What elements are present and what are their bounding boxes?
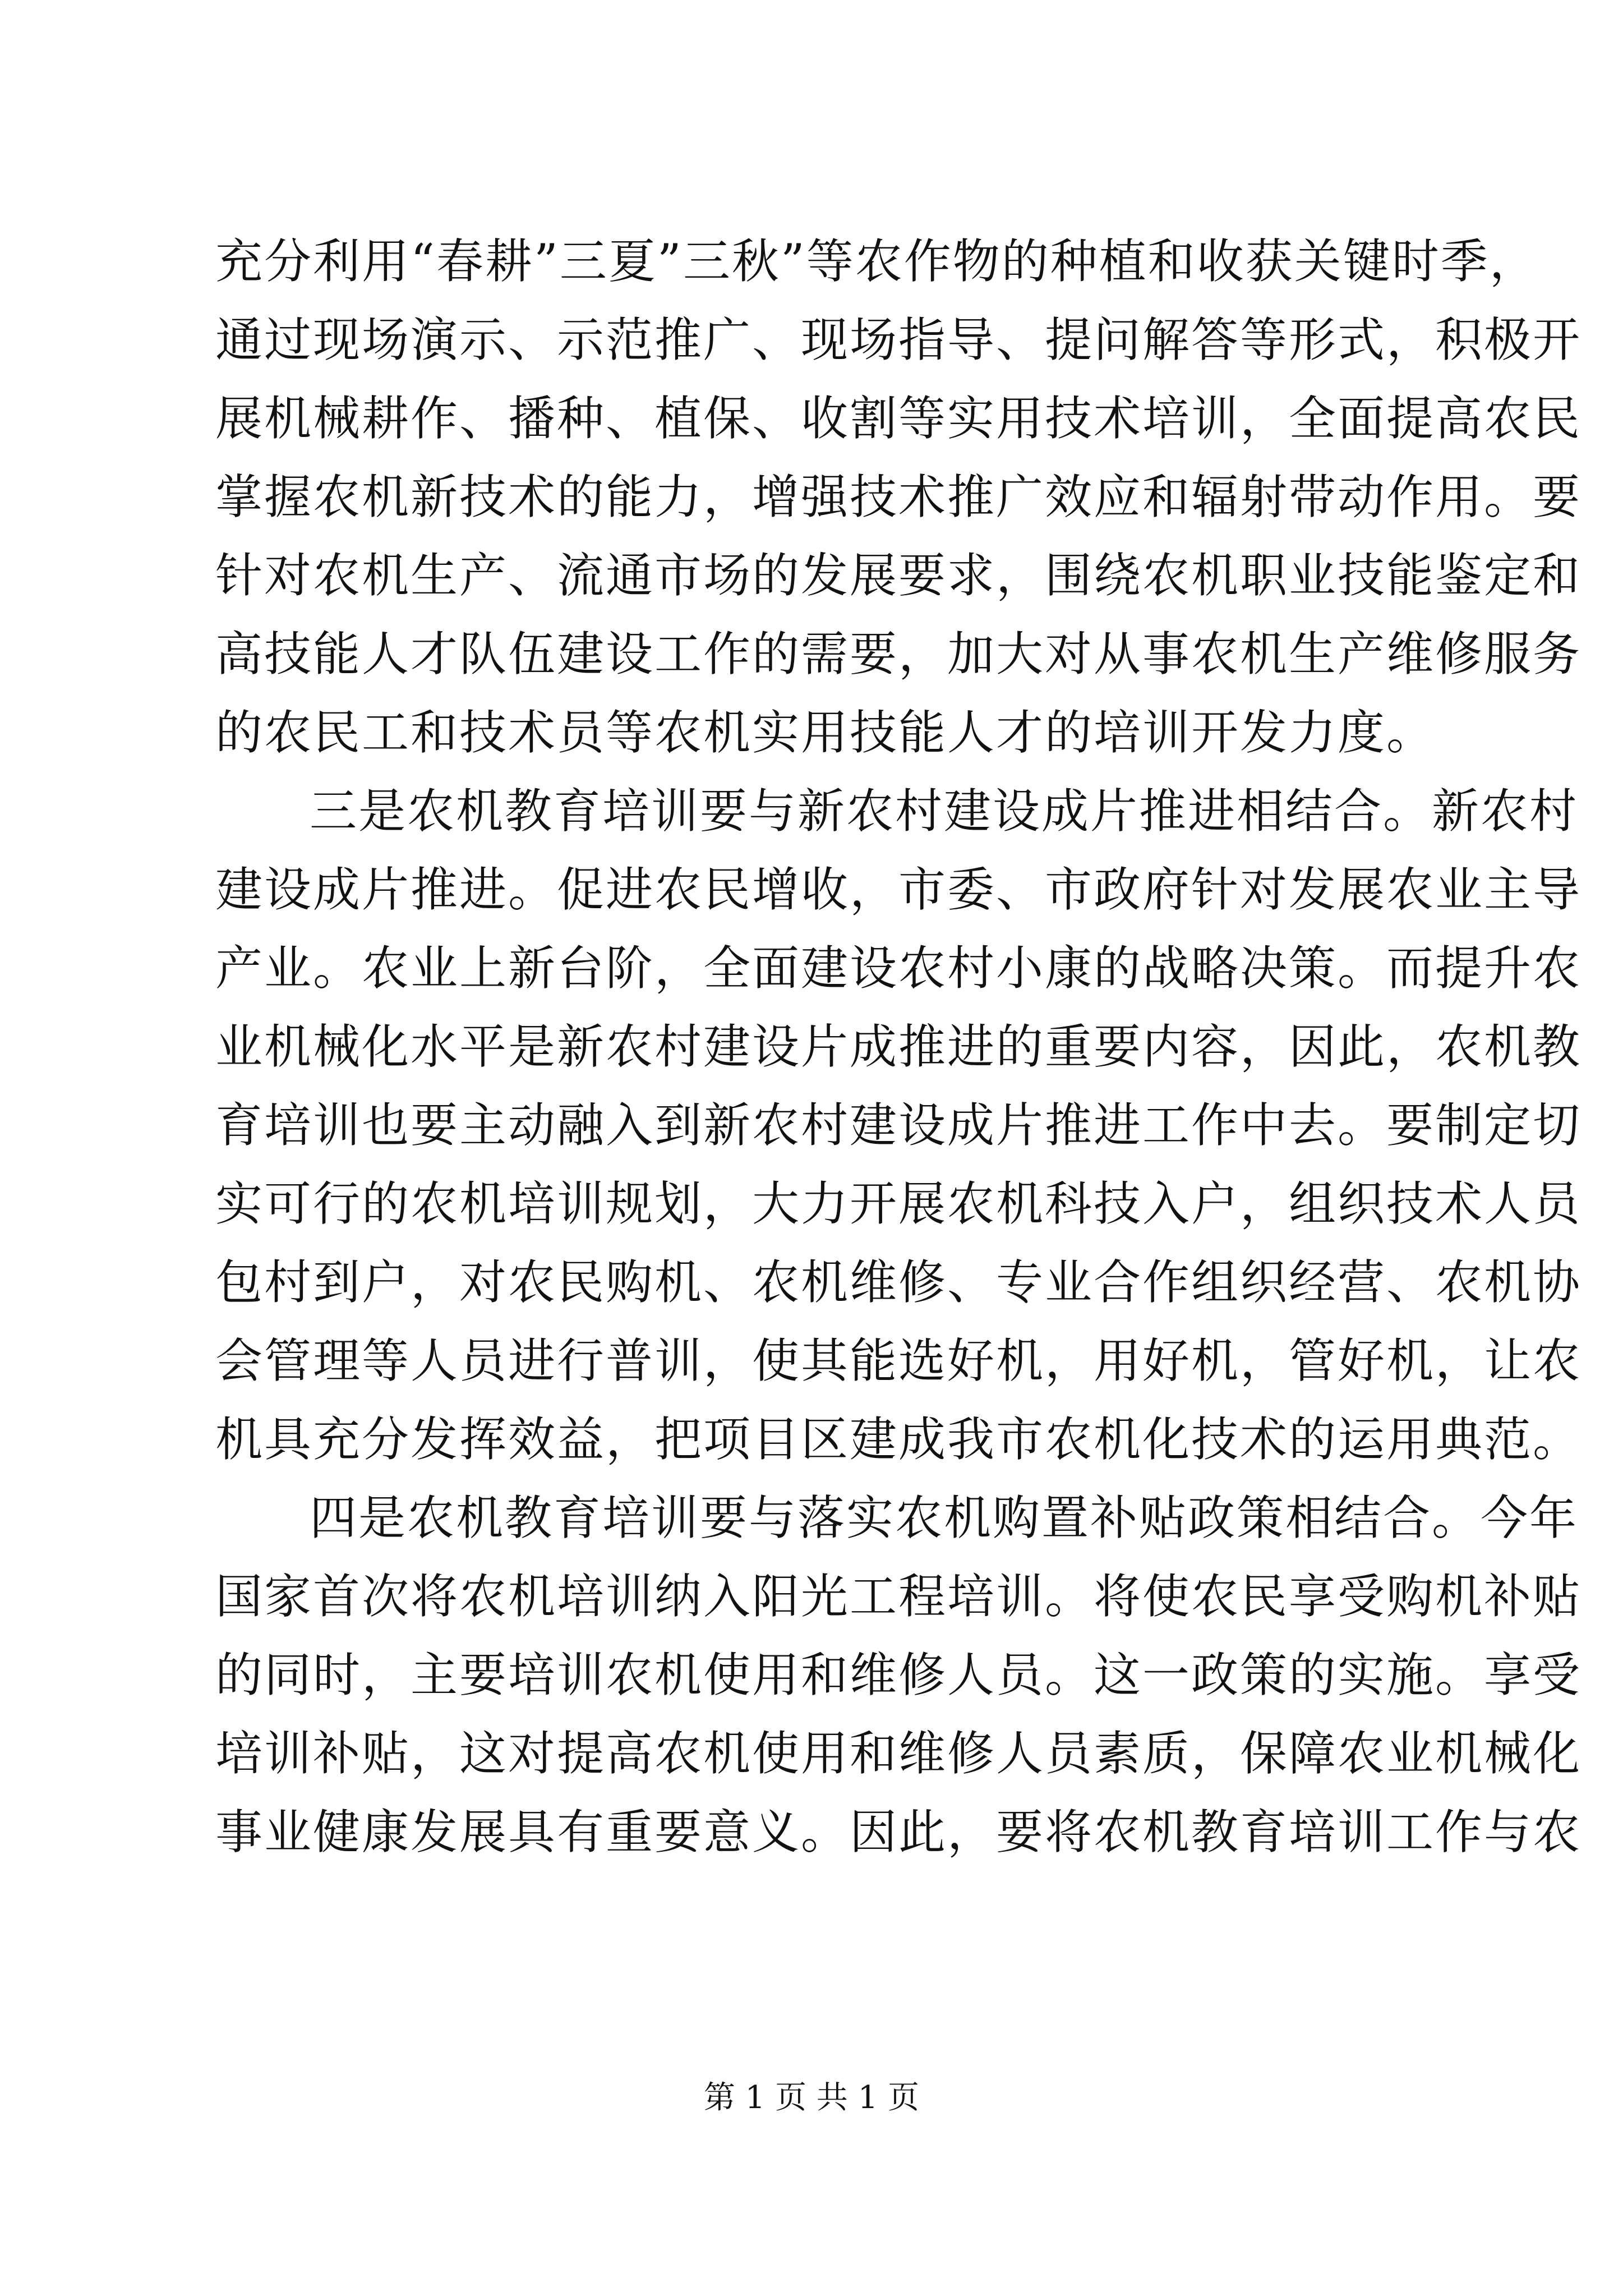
paragraph-3-line-1: 四是农机教育培训要与落实农机购置补贴政策相结合。今年 <box>310 1490 1579 1545</box>
paragraph-2-line-2: 建设成片推进。促进农民增收，市委、市政府针对发展农业主导 <box>215 862 1582 917</box>
page-number-footer: 第 1 页 共 1 页 <box>703 2079 920 2116</box>
paragraph-1-line-3: 展机械耕作、播种、植保、收割等实用技术培训，全面提高农民 <box>215 391 1582 446</box>
paragraph-2-line-4: 业机械化水平是新农村建设片成推进的重要内容，因此，农机教 <box>215 1019 1582 1074</box>
paragraph-3-line-2: 国家首次将农机培训纳入阳光工程培训。将使农民享受购机补贴 <box>215 1569 1582 1624</box>
paragraph-3-line-5: 事业健康发展具有重要意义。因此，要将农机教育培训工作与农 <box>215 1805 1582 1860</box>
paragraph-2-line-8: 会管理等人员进行普训，使其能选好机，用好机，管好机，让农 <box>215 1333 1582 1388</box>
paragraph-2-line-6: 实可行的农机培训规划，大力开展农机科技入户，组织技术人员 <box>215 1176 1582 1231</box>
paragraph-2-line-1: 三是农机教育培训要与新农村建设成片推进相结合。新农村 <box>310 784 1579 839</box>
paragraph-1-line-2: 通过现场演示、示范推广、现场指导、提问解答等形式，积极开 <box>215 312 1582 367</box>
paragraph-1-line-4: 掌握农机新技术的能力，增强技术推广效应和辐射带动作用。要 <box>215 470 1582 524</box>
paragraph-1-line-5: 针对农机生产、流通市场的发展要求，围绕农机职业技能鉴定和 <box>215 548 1582 603</box>
paragraph-2-line-7: 包村到户，对农民购机、农机维修、专业合作组织经营、农机协 <box>215 1255 1582 1310</box>
paragraph-1-line-6: 高技能人才队伍建设工作的需要，加大对从事农机生产维修服务 <box>215 627 1582 682</box>
paragraph-2-line-9: 机具充分发挥效益，把项目区建成我市农机化技术的运用典范。 <box>215 1412 1582 1467</box>
paragraph-1-line-7: 的农民工和技术员等农机实用技能人才的培训开发力度。 <box>215 705 1436 760</box>
paragraph-1-line-1: 充分利用“春耕”三夏”三秋”等农作物的种植和收获关键时季， <box>215 234 1538 289</box>
paragraph-2-line-3: 产业。农业上新台阶，全面建设农村小康的战略决策。而提升农 <box>215 941 1582 996</box>
paragraph-3-line-3: 的同时，主要培训农机使用和维修人员。这一政策的实施。享受 <box>215 1648 1582 1703</box>
paragraph-3-line-4: 培训补贴，这对提高农机使用和维修人员素质，保障农业机械化 <box>215 1726 1582 1781</box>
paragraph-2-line-5: 育培训也要主动融入到新农村建设成片推进工作中去。要制定切 <box>215 1098 1582 1153</box>
